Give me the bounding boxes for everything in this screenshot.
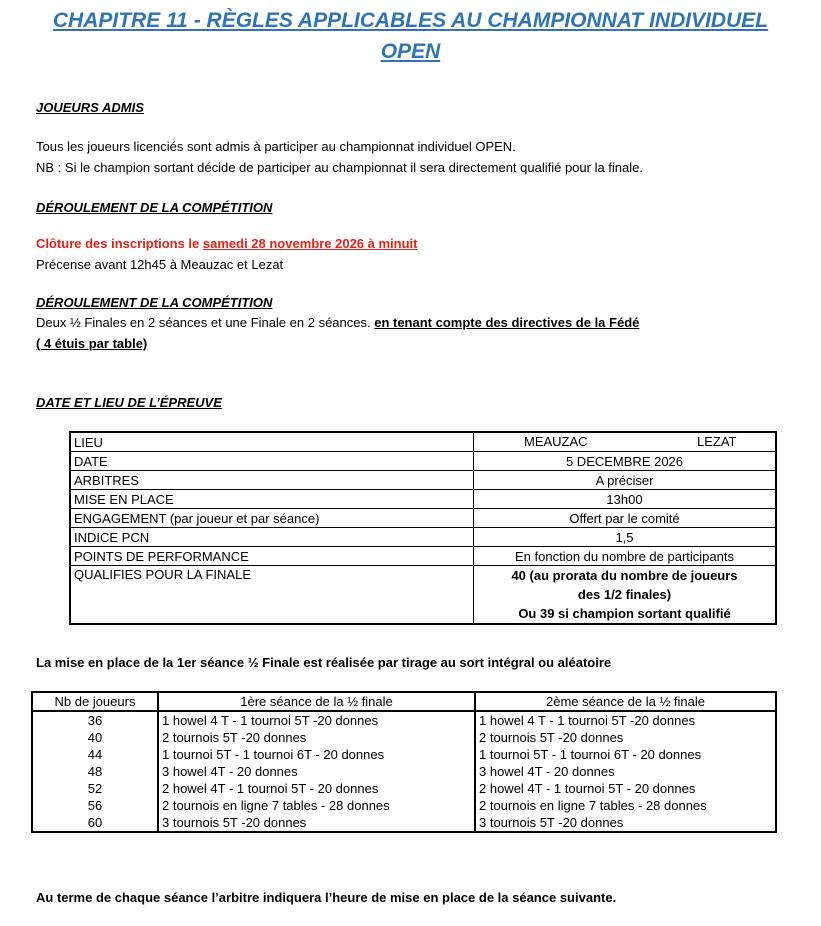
cell-nb: 48 bbox=[32, 763, 158, 780]
cell-seance-2: 3 howel 4T - 20 donnes bbox=[475, 763, 776, 780]
cell-seance-2: 2 howel 4T - 1 tournoi 5T - 20 donnes bbox=[475, 780, 776, 797]
lieu-meauzac: MEAUZAC bbox=[524, 434, 588, 449]
cell-seance-1: 2 tournois en ligne 7 tables - 28 donnes bbox=[158, 797, 475, 814]
draw-note: La mise en place de la 1er séance ½ Finale est réalisée par tirage au sort intégral ou aléatoire bbox=[36, 655, 612, 670]
info-label: INDICE PCN bbox=[70, 528, 474, 547]
header-seance-2: 2ème séance de la ½ finale bbox=[475, 692, 776, 711]
cell-nb: 40 bbox=[32, 729, 158, 746]
cell-nb: 56 bbox=[32, 797, 158, 814]
format-text: Deux ½ Finales en 2 séances et une Finale en 2 séances. bbox=[36, 315, 375, 330]
table-row bbox=[32, 814, 776, 832]
info-value: Offert par le comité bbox=[474, 509, 777, 528]
cell-seance-1: 2 tournois 5T -20 donnes bbox=[158, 729, 475, 746]
format-line bbox=[36, 315, 639, 331]
info-row-lieu bbox=[70, 432, 776, 452]
chapter-title-line-2: OPEN bbox=[380, 40, 441, 63]
qualifies-line-1: 40 (au prorata du nombre de joueurs bbox=[511, 568, 738, 583]
cell-nb: 36 bbox=[32, 711, 158, 729]
info-label: DATE bbox=[70, 452, 474, 471]
info-value: 13h00 bbox=[474, 490, 777, 509]
paragraph-nb-champion: NB : Si le champion sortant décide de participer au championnat il sera directement qualifié pour la finale. bbox=[36, 160, 644, 175]
info-value: A préciser bbox=[474, 471, 777, 490]
cell-seance-2: 2 tournois 5T -20 donnes bbox=[475, 729, 776, 746]
cell-nb: 60 bbox=[32, 814, 158, 832]
info-value: 1,5 bbox=[474, 528, 777, 547]
cell-nb: 52 bbox=[32, 780, 158, 797]
cell-seance-2: 2 tournois en ligne 7 tables - 28 donnes bbox=[475, 797, 776, 814]
info-label: LIEU bbox=[70, 432, 474, 452]
info-row bbox=[70, 528, 776, 547]
info-label: POINTS DE PERFORMANCE bbox=[70, 547, 474, 566]
heading-date-lieu: DATE ET LIEU DE L’ÉPREUVE bbox=[36, 395, 222, 410]
table-row bbox=[32, 763, 776, 780]
format-etuis: ( 4 étuis par table) bbox=[36, 336, 148, 351]
info-value: En fonction du nombre de participants bbox=[474, 547, 777, 566]
info-row bbox=[70, 471, 776, 490]
table-row bbox=[32, 797, 776, 814]
paragraph-admission: Tous les joueurs licenciés sont admis à participer au championnat individuel OPEN. bbox=[36, 139, 516, 154]
heading-deroulement-1: DÉROULEMENT DE LA COMPÉTITION bbox=[36, 200, 273, 215]
sessions-table bbox=[31, 691, 777, 833]
info-value: 5 DECEMBRE 2026 bbox=[474, 452, 777, 471]
cell-seance-2: 1 howel 4 T - 1 tournoi 5T -20 donnes bbox=[475, 711, 776, 729]
lieu-lezat: LEZAT bbox=[697, 434, 737, 449]
info-label: ENGAGEMENT (par joueur et par séance) bbox=[70, 509, 474, 528]
info-label: ARBITRES bbox=[70, 471, 474, 490]
cell-seance-2: 1 tournoi 5T - 1 tournoi 6T - 20 donnes bbox=[475, 746, 776, 763]
closing-line bbox=[36, 236, 417, 252]
check-in-line: Précense avant 12h45 à Meauzac et Lezat bbox=[36, 257, 284, 272]
info-label: QUALIFIES POUR LA FINALE bbox=[70, 566, 474, 625]
cell-seance-1: 1 howel 4 T - 1 tournoi 5T -20 donnes bbox=[158, 711, 475, 729]
info-row-qualifies bbox=[70, 566, 776, 625]
cell-seance-1: 2 howel 4T - 1 tournoi 5T - 20 donnes bbox=[158, 780, 475, 797]
closing-date: samedi 28 novembre 2026 à minuit bbox=[202, 236, 418, 251]
sessions-header-row bbox=[32, 692, 776, 711]
table-row bbox=[32, 729, 776, 746]
qualifies-line-3: Ou 39 si champion sortant qualifié bbox=[518, 606, 731, 621]
table-row bbox=[32, 711, 776, 729]
qualifies-line-2: des 1/2 finales) bbox=[577, 587, 672, 602]
info-row bbox=[70, 509, 776, 528]
info-table bbox=[69, 431, 777, 625]
format-directives: en tenant compte des directives de la Fédé bbox=[374, 315, 640, 330]
heading-joueurs-admis: JOUEURS ADMIS bbox=[36, 100, 144, 115]
chapter-title-line-1: CHAPITRE 11 - RÈGLES APPLICABLES AU CHAMPIONNAT INDIVIDUEL bbox=[52, 9, 769, 32]
info-row bbox=[70, 490, 776, 509]
info-row bbox=[70, 547, 776, 566]
heading-deroulement-2: DÉROULEMENT DE LA COMPÉTITION bbox=[36, 295, 273, 310]
cell-seance-1: 3 howel 4T - 20 donnes bbox=[158, 763, 475, 780]
info-value-lieu bbox=[474, 432, 777, 452]
closing-prefix: Clôture des inscriptions le bbox=[36, 236, 203, 251]
info-label: MISE EN PLACE bbox=[70, 490, 474, 509]
footer-note: Au terme de chaque séance l’arbitre indiquera l’heure de mise en place de la séance suivante. bbox=[36, 890, 617, 905]
info-row bbox=[70, 452, 776, 471]
table-row bbox=[32, 746, 776, 763]
cell-seance-1: 3 tournois 5T -20 donnes bbox=[158, 814, 475, 832]
header-seance-1: 1ère séance de la ½ finale bbox=[158, 692, 475, 711]
table-row bbox=[32, 780, 776, 797]
cell-seance-1: 1 tournoi 5T - 1 tournoi 6T - 20 donnes bbox=[158, 746, 475, 763]
cell-seance-2: 3 tournois 5T -20 donnes bbox=[475, 814, 776, 832]
header-nb-joueurs: Nb de joueurs bbox=[32, 692, 158, 711]
info-value-qualifies bbox=[474, 566, 777, 625]
cell-nb: 44 bbox=[32, 746, 158, 763]
